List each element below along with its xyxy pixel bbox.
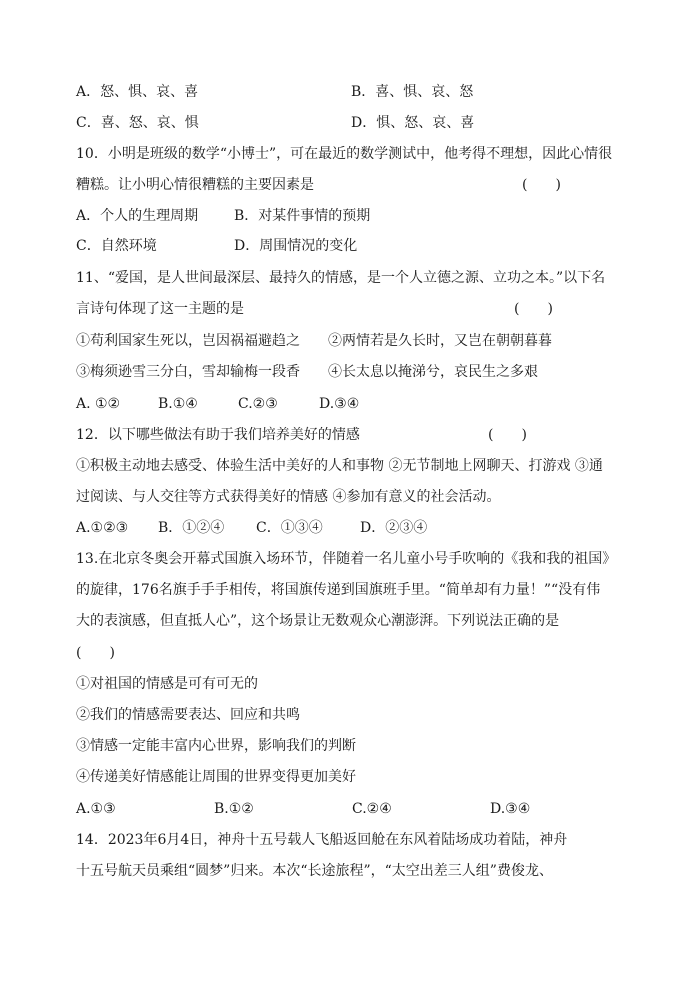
q9-option-a: A．怒、惧、哀、喜 bbox=[76, 84, 199, 100]
q11-items-row-2 bbox=[76, 362, 656, 382]
q9-option-c: C．喜、怒、哀、惧 bbox=[76, 115, 199, 131]
q13-item-3: ③情感一定能丰富内心世界，影响我们的判断 bbox=[76, 738, 356, 754]
q11-item-2: ②两情若是久长时，又岂在朝朝暮暮 bbox=[328, 333, 552, 349]
q11-option-d: D.③④ bbox=[319, 396, 360, 412]
q9-option-b: B．喜、惧、哀、怒 bbox=[351, 84, 474, 100]
q12-answer-paren: ( ) bbox=[488, 427, 527, 443]
q11-stem-line-2 bbox=[76, 299, 656, 319]
q12-options-row bbox=[76, 518, 656, 538]
q13-item-2: ②我们的情感需要表达、回应和共鸣 bbox=[76, 707, 300, 723]
q10-option-d: D．周围情况的变化 bbox=[234, 238, 358, 254]
q11-options-row bbox=[76, 394, 656, 414]
q12-stem-line bbox=[76, 425, 656, 445]
q14-stem-line-2: 十五号航天员乘组“圆梦”归来。本次“长途旅程”，“太空出差三人组”费俊龙、 bbox=[76, 863, 553, 879]
q11-stem-line-1: 11、“爱国，是人世间最深层、最持久的情感，是一个人立德之源、立功之本。”以下名 bbox=[76, 270, 606, 286]
q12-stem-text: 12．以下哪些做法有助于我们培养美好的情感 bbox=[76, 427, 360, 443]
q12-option-c: C．①③④ bbox=[256, 520, 323, 536]
q13-option-a: A.①③ bbox=[76, 801, 116, 817]
q12-option-d: D．②③④ bbox=[360, 520, 428, 536]
q11-item-3: ③梅须逊雪三分白，雪却输梅一段香 bbox=[76, 364, 300, 380]
q13-answer-paren: ( ) bbox=[76, 645, 115, 661]
q10-options-row-1 bbox=[76, 206, 656, 226]
q13-option-c: C.②④ bbox=[352, 801, 392, 817]
q10-stem-line-1: 10．小明是班级的数学“小博士”，可在最近的数学测试中，他考得不理想，因此心情很 bbox=[76, 146, 613, 162]
q12-option-a: A.①②③ bbox=[76, 520, 129, 536]
q13-option-d: D.③④ bbox=[490, 801, 531, 817]
q11-item-4: ④长太息以掩涕兮，哀民生之多艰 bbox=[328, 364, 538, 380]
q11-option-b: B.①④ bbox=[158, 396, 198, 412]
q9-option-d: D．惧、怒、哀、喜 bbox=[351, 115, 475, 131]
q13-item-1: ①对祖国的情感是可有可无的 bbox=[76, 676, 258, 692]
q13-item-4: ④传递美好情感能让周围的世界变得更加美好 bbox=[76, 769, 356, 785]
q12-body-line-2: 过阅读、与人交往等方式获得美好的情感 ④参加有意义的社会活动。 bbox=[76, 489, 501, 505]
q11-items-row-1 bbox=[76, 331, 656, 351]
q11-option-c: C.②③ bbox=[238, 396, 278, 412]
q14-stem-line-1: 14．2023年6月4日，神舟十五号载人飞船返回舱在东风着陆场成功着陆，神舟 bbox=[76, 832, 568, 848]
q10-option-a: A．个人的生理周期 bbox=[76, 208, 199, 224]
q10-option-b: B．对某件事情的预期 bbox=[234, 208, 371, 224]
q9-options-row-2 bbox=[76, 113, 656, 133]
q10-options-row-2 bbox=[76, 236, 656, 256]
q9-options-row-1 bbox=[76, 82, 656, 102]
q13-stem-line-2: 的旋律，176名旗手手手相传，将国旗传递到国旗班手里。“简单却有力量！”“没有伟 bbox=[76, 582, 601, 598]
q11-answer-paren: ( ) bbox=[514, 301, 553, 317]
q10-option-c: C．自然环境 bbox=[76, 238, 157, 254]
q13-options-row bbox=[76, 799, 656, 819]
q12-body-line-1: ①积极主动地去感受、体验生活中美好的人和事物 ②无节制地上网聊天、打游戏 ③通 bbox=[76, 458, 603, 474]
q11-option-a: A. ①② bbox=[76, 396, 121, 412]
q11-stem-text: 言诗句体现了这一主题的是 bbox=[76, 301, 244, 317]
q11-item-1: ①苟利国家生死以，岂因祸福避趋之 bbox=[76, 333, 300, 349]
q12-option-b: B．①②④ bbox=[158, 520, 225, 536]
q13-stem-line-3: 大的表演感，但直抵人心”，这个场景让无数观众心潮澎湃。下列说法正确的是 bbox=[76, 613, 560, 629]
q13-option-b: B.①② bbox=[214, 801, 254, 817]
q13-stem-line-1: 13.在北京冬奥会开幕式国旗入场环节，伴随着一名儿童小号手吹响的《我和我的祖国》 bbox=[76, 551, 617, 567]
q10-stem-text: 糟糕。让小明心情很糟糕的主要因素是 bbox=[76, 177, 314, 193]
q10-answer-paren: ( ) bbox=[522, 177, 561, 193]
q10-stem-line-2 bbox=[76, 175, 656, 195]
